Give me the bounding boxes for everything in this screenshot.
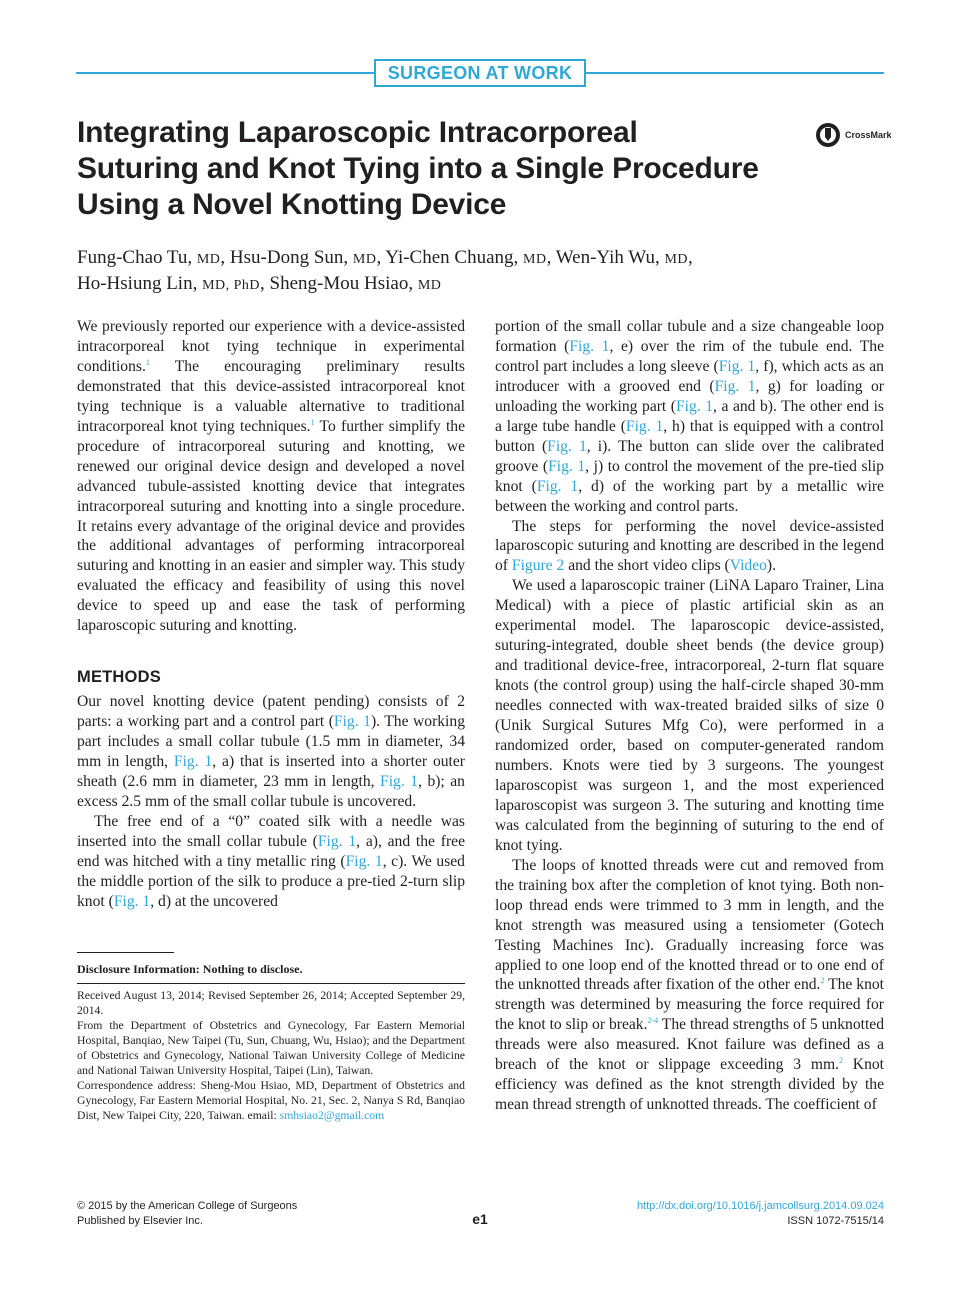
- footer-right: [560, 1199, 884, 1229]
- figure-link[interactable]: Fig. 1: [173, 752, 213, 770]
- citation-link[interactable]: 2-4: [647, 1016, 659, 1026]
- author-degree: MD: [523, 252, 547, 267]
- publisher: Published by Elsevier Inc.: [77, 1215, 203, 1227]
- author-line-1: Fung-Chao Tu, MD, Hsu-Dong Sun, MD, Yi-Chen Chuang, MD, Wen-Yih Wu, MD,: [77, 247, 693, 268]
- figure-link[interactable]: Fig. 1: [548, 457, 586, 475]
- figure-link[interactable]: Fig. 1: [380, 772, 419, 790]
- footnote-rule: [77, 952, 174, 953]
- methods-paragraph: Our novel knotting device (patent pending) consists of 2 parts: a working part and a control part (Fig. 1). The working part includes a small collar tubule (1.5 mm in diameter, 34 mm in length, Fig. 1, a) that is inserted into a shorter outer sheath (2.6 mm in diameter, 23 mm in length, Fig. 1, b); an excess 2.5 mm of the small collar tubule is uncovered.: [77, 693, 465, 810]
- figure-link[interactable]: Fig. 1: [345, 852, 383, 870]
- title-line: Suturing and Knot Tying into a Single Procedure: [77, 152, 759, 185]
- correspondence-note: Correspondence address: Sheng-Mou Hsiao, MD, Department of Obstetrics and Gynecology, Far Eastern Memorial Hospital, No. 21, Sec. 2, Nanya S Rd, Banqiao Dist, New Taipei City, 220, Taiwan. email: smhsiao2@gmail.com: [77, 1079, 465, 1122]
- citation-link[interactable]: 2: [838, 1056, 843, 1066]
- author-degree: MD: [417, 278, 442, 293]
- citation-link[interactable]: 1: [145, 357, 150, 367]
- figure-link[interactable]: Fig. 1: [317, 832, 357, 850]
- email-link[interactable]: smhsiao2@gmail.com: [279, 1109, 385, 1122]
- figure-link[interactable]: Fig. 1: [676, 397, 714, 415]
- figure-link[interactable]: Fig. 1: [714, 377, 756, 395]
- intro-paragraph: We previously reported our experience with a device-assisted intracorporeal knot tying technique in experimental conditions.$^1$ The encouraging preliminary results demonstrated that this device-assisted intracorporeal knot tying technique is a valuable alternative to traditional intracorporeal knot tying techniques.$^1$ To further simplify the procedure of intracorporeal suturing and knotting, we renewed our original device design and developed a novel advanced tubule-assisted knotting device that integrates intracorporeal suturing and knotting into a single procedure. It retains every advantage of the original device and provides the additional advantages of performing intracorporeal suturing and knotting in an easier and simpler way. This study evaluated the efficacy and feasibility of using this novel device to speed up and ease the task of performing laparoscopic suturing and knotting.: [77, 318, 465, 635]
- body-column-left: [77, 317, 465, 636]
- received-dates: Received August 13, 2014; Revised September 26, 2014; Accepted September 29, 2014.: [77, 989, 465, 1017]
- body-paragraph: The steps for performing the novel device-assisted laparoscopic suturing and knotting are described in the legend of Figure 2 and the short video clips (Video).: [495, 517, 884, 575]
- figure-link[interactable]: Figure 2: [511, 557, 565, 575]
- figure-link[interactable]: Fig. 1: [536, 477, 579, 495]
- author-degree: MD: [664, 252, 689, 267]
- affiliation-note: From the Department of Obstetrics and Gynecology, Far Eastern Memorial Hospital, Banqiao, New Taipei (Tu, Sun, Chuang, Wu, Hsiao); and the Department of Obstetrics and Gynecology, National Taiwan University College of Medicine and National Taiwan University Hospital, Taipei (Lin), Taiwan.: [77, 1019, 465, 1077]
- methods-heading: METHODS: [77, 668, 161, 686]
- figure-link[interactable]: Fig. 1: [718, 357, 756, 375]
- section-tag: SURGEON AT WORK: [374, 59, 586, 87]
- figure-link[interactable]: Fig. 1: [113, 892, 151, 910]
- title-line: Using a Novel Knotting Device: [77, 188, 507, 221]
- footnote-divider: [77, 983, 465, 984]
- crossmark-label: CrossMark: [845, 130, 892, 140]
- body-paragraph: We used a laparoscopic trainer (LiNA Laparo Trainer, Lina Medical) with a piece of plastic artificial skin as an experimental model. The laparoscopic device-assisted, suturing-integrated, double sheet bends (the device group) and traditional device-free, intracorporeal, 2-turn flat square knots (the control group) using the half-circle shaped 30-mm needles connected with wax-treated braided silks of size 0 (Unik Surgical Sutures Mfg Co), were performed in a randomized order, based on computer-generated random numbers. Knots were tied by 3 surgeons. The youngest laparoscopist was surgeon 1, and the most experienced laparoscopist was surgeon 3. The suturing and knotting time was calculated from the beginning of suturing to the end of knot tying.: [495, 577, 884, 854]
- issn: ISSN 1072-7515/14: [787, 1215, 884, 1227]
- footer-left: [77, 1199, 297, 1229]
- figure-link[interactable]: Fig. 1: [569, 337, 610, 355]
- citation-link[interactable]: 1: [310, 417, 315, 427]
- body-paragraph: The loops of knotted threads were cut and removed from the training box after the completion of knot tying. Both non-loop thread ends were trimmed to 3 mm in length, and the knot strength was measured using a tensiometer (Gotech Testing Machines Inc). Gradually increasing force was applied to one loop end of the knotted thread or to one end of the unknotted threads after fixation of the other end.$^2$ The knot strength was determined by measuring the force required for the knot to slip or break.$^{2-4}$ The thread strengths of 5 unknotted threads were also measured. Knot failure was defined as a breach of the knot or slippage exceeding 3 mm.$^2$ Knot efficiency was defined as the knot strength divided by the mean thread strength of unknotted threads. The coefficient of: [495, 856, 884, 1114]
- author-name: Fung-Chao Tu: [77, 247, 188, 268]
- author-name: Wen-Yih Wu: [555, 247, 655, 268]
- page-number: e1: [472, 1211, 488, 1227]
- author-name: Ho-Hsiung Lin: [77, 273, 193, 294]
- title-line: Integrating Laparoscopic Intracorporeal: [77, 116, 638, 149]
- article-title: [77, 115, 797, 223]
- author-list: [77, 246, 897, 298]
- methods-paragraph: The free end of a “0” coated silk with a needle was inserted into the small collar tubule (Fig. 1, a), and the free end was hitched with a tiny metallic ring (Fig. 1, c). We used the middle portion of the silk to produce a pre-tied 2-turn slip knot (Fig. 1, d) at the uncovered: [77, 812, 465, 910]
- footnotes: [77, 988, 465, 1123]
- methods-column: [77, 692, 465, 911]
- copyright: © 2015 by the American College of Surgeons: [77, 1200, 298, 1212]
- author-name: Yi-Chen Chuang: [385, 247, 514, 268]
- citation-link[interactable]: 2: [820, 976, 825, 986]
- body-paragraph: portion of the small collar tubule and a size changeable loop formation (Fig. 1, e) over the rim of the tubule end. The control part includes a long sleeve (Fig. 1, f), which acts as an introducer with a grooved end (Fig. 1, g) for loading or unloading the working part (Fig. 1, a and b). The other end is a large tube handle (Fig. 1, h) that is equipped with a control button (Fig. 1, i). The button can slide over the calibrated groove (Fig. 1, j) to control the movement of the pre-tied slip knot (Fig. 1, d) of the working part by a metallic wire between the working and control parts.: [495, 318, 884, 515]
- body-column-right: [495, 317, 884, 1115]
- author-name: Sheng-Mou Hsiao: [269, 273, 409, 294]
- author-degree: MD: [196, 252, 221, 267]
- author-line-2: Ho-Hsiung Lin, MD, PhD, Sheng-Mou Hsiao, MD: [77, 273, 442, 294]
- figure-link[interactable]: Fig. 1: [625, 417, 664, 435]
- author-degree: MD, PhD: [202, 278, 261, 293]
- disclosure-note: Disclosure Information: Nothing to disclose.: [77, 962, 303, 976]
- figure-link[interactable]: Fig. 1: [333, 712, 371, 730]
- crossmark-badge[interactable]: [815, 120, 905, 150]
- figure-link[interactable]: Fig. 1: [547, 437, 587, 455]
- crossmark-icon: [815, 122, 841, 148]
- author-degree: MD: [352, 252, 377, 267]
- header-rule-left: [76, 72, 374, 74]
- video-link[interactable]: Video: [729, 557, 767, 575]
- doi-link[interactable]: http://dx.doi.org/10.1016/j.jamcollsurg.2014.09.024: [636, 1200, 884, 1212]
- author-name: Hsu-Dong Sun: [229, 247, 344, 268]
- header-rule-right: [586, 72, 884, 74]
